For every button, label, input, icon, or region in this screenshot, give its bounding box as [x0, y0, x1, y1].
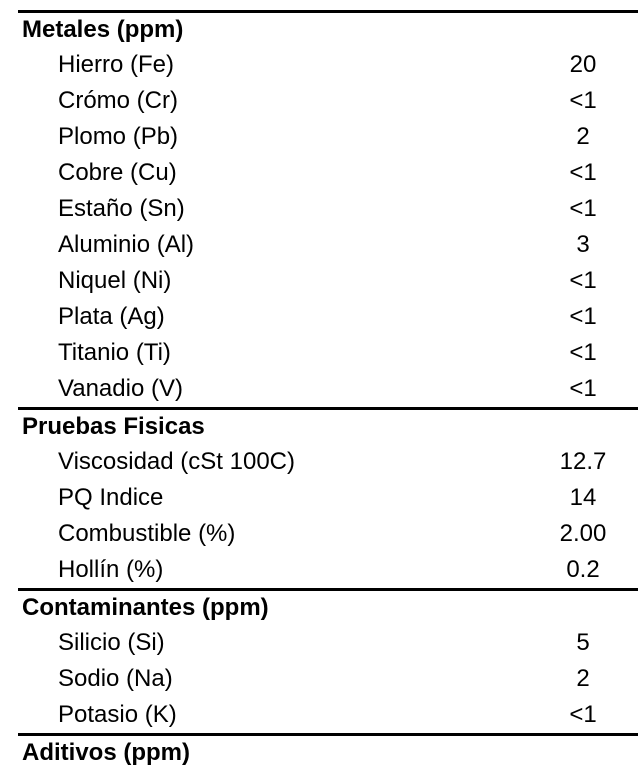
section-title: Aditivos (ppm)	[22, 739, 190, 766]
row-label: Plata (Ag)	[58, 303, 165, 330]
table-row	[18, 47, 638, 83]
table-row	[18, 191, 638, 227]
row-value: <1	[569, 701, 597, 728]
section-pruebas-fisicas	[18, 407, 638, 588]
table-row	[18, 552, 638, 588]
row-value: 2	[576, 123, 590, 150]
row-label: Silicio (Si)	[58, 629, 165, 656]
table-row	[18, 227, 638, 263]
table-row	[18, 444, 638, 480]
section-contaminantes	[18, 588, 638, 733]
row-label: Cobre (Cu)	[58, 159, 177, 186]
row-value: <1	[569, 339, 597, 366]
row-value: 2	[576, 665, 590, 692]
row-value: <1	[569, 303, 597, 330]
oil-analysis-table	[18, 10, 638, 770]
table-row	[18, 697, 638, 733]
row-label: PQ Indice	[58, 484, 164, 511]
row-value: <1	[569, 159, 597, 186]
row-label: Combustible (%)	[58, 520, 236, 547]
row-value: 14	[569, 484, 597, 511]
row-value: 0.2	[566, 556, 600, 583]
row-value: <1	[569, 87, 597, 114]
table-row	[18, 155, 638, 191]
row-label: Hierro (Fe)	[58, 51, 175, 78]
row-label: Sodio (Na)	[58, 665, 173, 692]
row-value: 20	[569, 51, 597, 78]
row-value: 3	[576, 231, 590, 258]
row-label: Estaño (Sn)	[58, 195, 185, 222]
row-value: 12.7	[559, 448, 607, 475]
row-label: Vanadio (V)	[58, 375, 183, 402]
section-title: Pruebas Fisicas	[22, 413, 205, 440]
row-value: <1	[569, 267, 597, 294]
row-value: <1	[569, 195, 597, 222]
row-label: Plomo (Pb)	[58, 123, 179, 150]
row-label: Hollín (%)	[58, 556, 164, 583]
section-title: Contaminantes (ppm)	[22, 594, 269, 621]
section-metales	[18, 10, 638, 407]
table-row	[18, 480, 638, 516]
table-row	[18, 661, 638, 697]
row-value: <1	[569, 375, 597, 402]
table-row	[18, 119, 638, 155]
row-label: Viscosidad (cSt 100C)	[58, 448, 295, 475]
row-label: Niquel (Ni)	[58, 267, 172, 294]
row-label: Potasio (K)	[58, 701, 177, 728]
section-title: Metales (ppm)	[22, 16, 184, 43]
row-label: Aluminio (Al)	[58, 231, 195, 258]
table-row	[18, 516, 638, 552]
table-row	[18, 625, 638, 661]
table-row	[18, 263, 638, 299]
table-row	[18, 371, 638, 407]
row-label: Titanio (Ti)	[58, 339, 171, 366]
table-row	[18, 335, 638, 371]
table-row	[18, 83, 638, 119]
row-value: 2.00	[559, 520, 607, 547]
row-value: 5	[576, 629, 590, 656]
row-label: Crómo (Cr)	[58, 87, 178, 114]
table-row	[18, 299, 638, 335]
